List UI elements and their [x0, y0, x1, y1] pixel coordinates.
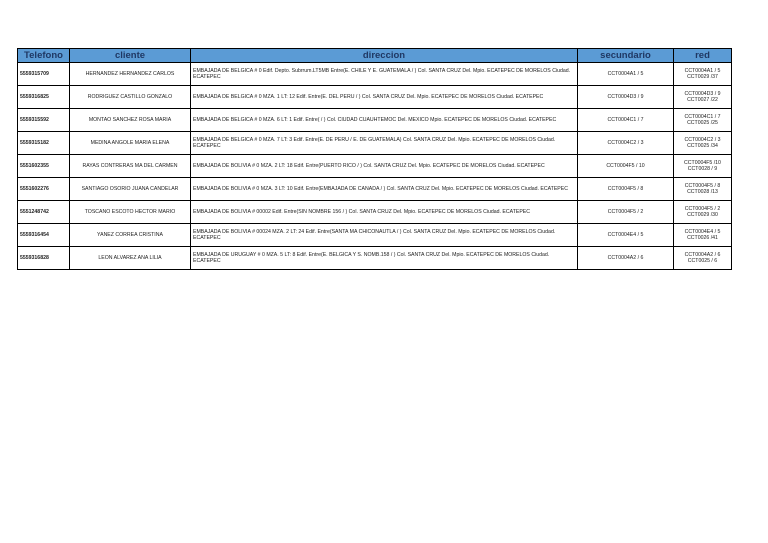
- red-cell: [674, 178, 732, 201]
- red-secondary: CCT0027 /22: [687, 97, 718, 103]
- secundario-cell: CCT0004A2 / 6: [578, 247, 674, 270]
- red-cell: [674, 109, 732, 132]
- telefono-cell: 5559316454: [18, 224, 70, 247]
- secundario-cell: CCT0004C1 / 7: [578, 109, 674, 132]
- header-direccion: direccion: [191, 49, 578, 63]
- telefono-cell: 5559316825: [18, 86, 70, 109]
- secundario-cell: CCT0004F5 / 2: [578, 201, 674, 224]
- direccion-cell: EMBAJADA DE BOLIVIA # 00002 Edif. Entre(SIN NOMBRE 156 / ) Col. SANTA CRUZ Del. Mpio. ECATEPEC DE MORELOS Ciudad. ECATEPEC: [191, 201, 578, 224]
- cliente-cell: RODRIGUEZ CASTILLO GONZALO: [70, 86, 191, 109]
- red-cell: [674, 224, 732, 247]
- secundario-cell: CCT0004D3 / 9: [578, 86, 674, 109]
- red-secondary: CCT0029 /37: [687, 74, 718, 80]
- secundario-cell: CCT0004A1 / 5: [578, 63, 674, 86]
- red-secondary: CCT0028 /13: [687, 189, 718, 195]
- direccion-cell: EMBAJADA DE BELGICA # 0 MZA. 6 LT: 1 Edif. Entre( / ) Col. CIUDAD CUAUHTEMOC Del. MEXICO Mpio. ECATEPEC DE MORELOS Ciudad. ECATEPEC: [191, 109, 578, 132]
- cliente-cell: YANEZ CORREA CRISTINA: [70, 224, 191, 247]
- red-primary: CCT0004E4 / 5: [684, 228, 721, 235]
- cliente-cell: MEDINA ANGOLE MARIA ELENA: [70, 132, 191, 155]
- red-primary: CCT0004A1 / 5: [684, 67, 721, 74]
- red-cell: [674, 155, 732, 178]
- red-secondary: CCT0026 /41: [687, 235, 718, 241]
- table-row: [18, 155, 732, 178]
- secundario-cell: CCT0004E4 / 5: [578, 224, 674, 247]
- red-cell: [674, 86, 732, 109]
- telefono-cell: 5559315709: [18, 63, 70, 86]
- red-secondary: CCT0025 / 6: [687, 258, 718, 264]
- header-cliente: cliente: [70, 49, 191, 63]
- table-row: [18, 178, 732, 201]
- red-cell: [674, 201, 732, 224]
- red-primary: CCT0004C1 / 7: [684, 113, 721, 120]
- table-row: [18, 247, 732, 270]
- header-telefono: Telefono: [18, 49, 70, 63]
- table-row: [18, 109, 732, 132]
- direccion-cell: EMBAJADA DE BOLIVIA # 00024 MZA. 2 LT: 24 Edif. Entre(SANTA MA CHICONAUTLA / ) Col. SANTA CRUZ Del. Mpio. ECATEPEC DE MORELOS Ciudad. ECATEPEC: [191, 224, 578, 247]
- header-secundario: secundario: [578, 49, 674, 63]
- cliente-cell: SANTIAGO OSORIO JUANA CANDELAR: [70, 178, 191, 201]
- direccion-cell: EMBAJADA DE BOLIVIA # 0 MZA. 2 LT: 18 Edif. Entre(PUERTO RICO / ) Col. SANTA CRUZ Del. Mpio. ECATEPEC DE MORELOS Ciudad. ECATEPEC: [191, 155, 578, 178]
- red-cell: [674, 132, 732, 155]
- red-secondary: CCT0028 / 9: [687, 166, 718, 172]
- telefono-cell: 5551602276: [18, 178, 70, 201]
- red-primary: CCT0004F5 / 8: [684, 182, 721, 189]
- direccion-cell: EMBAJADA DE BELGICA # 0 MZA. 7 LT: 3 Edif. Entre(E. DE PERU / E. DE GUATEMALA) Col. SANTA CRUZ Del. Mpio. ECATEPEC DE MORELOS Ciudad. ECATEPEC: [191, 132, 578, 155]
- red-primary: CCT0004C2 / 3: [684, 136, 721, 143]
- table-body: [18, 63, 732, 270]
- cliente-cell: RAYAS CONTRERAS MA DEL CARMEN: [70, 155, 191, 178]
- red-primary: CCT0004F5 / 2: [684, 205, 721, 212]
- red-primary: CCT0004A2 / 6: [684, 251, 721, 258]
- table-header: [18, 49, 732, 63]
- table-row: [18, 132, 732, 155]
- cliente-cell: MONTAO SANCHEZ ROSA MARIA: [70, 109, 191, 132]
- header-row: [18, 49, 732, 63]
- telefono-cell: 5559315592: [18, 109, 70, 132]
- secundario-cell: CCT0004C2 / 3: [578, 132, 674, 155]
- cliente-cell: LEON ALVAREZ ANA LILIA: [70, 247, 191, 270]
- telefono-cell: 5559315182: [18, 132, 70, 155]
- table-row: [18, 201, 732, 224]
- cliente-cell: TOSCANO ESCOTO HECTOR MARIO: [70, 201, 191, 224]
- direccion-cell: EMBAJADA DE BOLIVIA # 0 MZA. 3 LT: 10 Edif. Entre(EMBAJADA DE CANADA / ) Col. SANTA CRUZ Del. Mpio. ECATEPEC DE MORELOS Ciudad. ECATEPEC: [191, 178, 578, 201]
- telefono-cell: 5551248742: [18, 201, 70, 224]
- red-primary: CCT0004F5 /10: [684, 159, 721, 166]
- telefono-cell: 5551602355: [18, 155, 70, 178]
- header-red: red: [674, 49, 732, 63]
- red-secondary: CCT0029 /30: [687, 212, 718, 218]
- red-primary: CCT0004D3 / 9: [684, 90, 721, 97]
- table-row: [18, 86, 732, 109]
- table-row: [18, 224, 732, 247]
- direccion-cell: EMBAJADA DE URUGUAY # 0 MZA. 5 LT: 8 Edif. Entre(E. BELGICA Y S. NOMB.158 / ) Col. SANTA CRUZ Del. Mpio. ECATEPEC DE MORELOS Ciudad. ECATEPEC: [191, 247, 578, 270]
- red-cell: [674, 63, 732, 86]
- secundario-cell: CCT0004F5 / 10: [578, 155, 674, 178]
- direccion-cell: EMBAJADA DE BELGICA # 0 MZA. 1 LT: 12 Edif. Entre(E. DEL PERU / ) Col. SANTA CRUZ Del. Mpio. ECATEPEC DE MORELOS Ciudad. ECATEPEC: [191, 86, 578, 109]
- red-secondary: CCT0025 /25: [687, 120, 718, 126]
- table-row: [18, 63, 732, 86]
- cliente-cell: HERNANDEZ HERNANDEZ CARLOS: [70, 63, 191, 86]
- red-cell: [674, 247, 732, 270]
- telefono-cell: 5559316828: [18, 247, 70, 270]
- data-table: [17, 48, 732, 270]
- direccion-cell: EMBAJADA DE BELGICA # 0 Edif. Depto. Subrrum.LT5MB Entre(E. CHILE Y E. GUATEMALA / ) Col. SANTA CRUZ Del. Mpio. ECATEPEC DE MORELOS Ciudad. ECATEPEC: [191, 63, 578, 86]
- red-secondary: CCT0025 /34: [687, 143, 718, 149]
- secundario-cell: CCT0004F5 / 8: [578, 178, 674, 201]
